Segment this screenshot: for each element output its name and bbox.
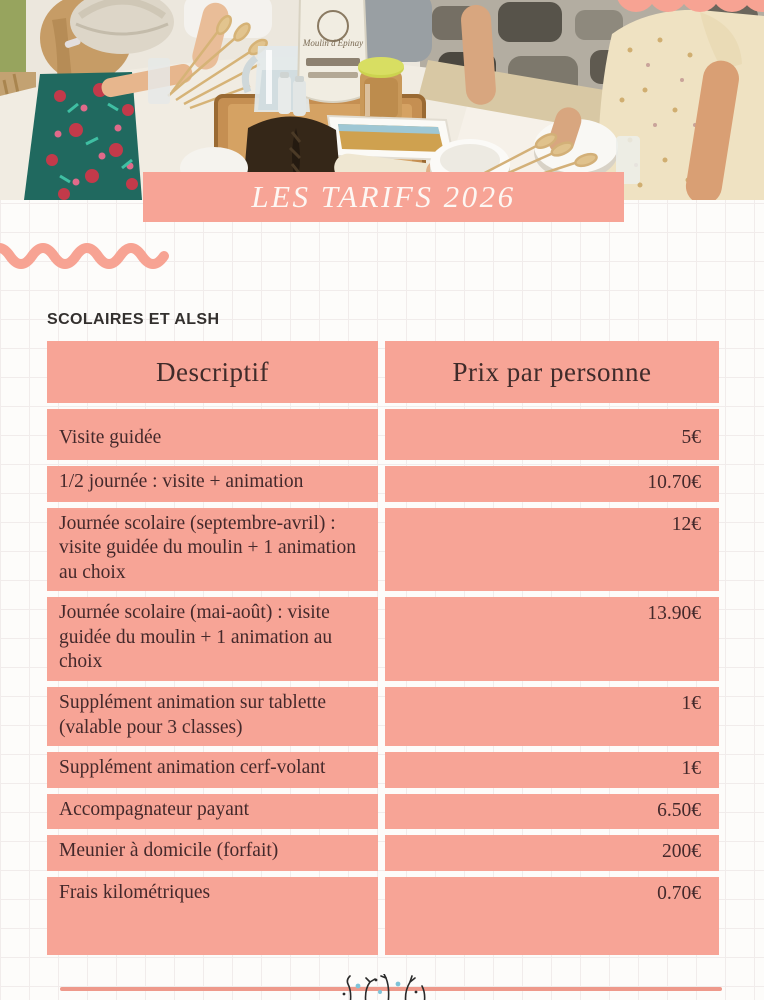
row-price: 0.70€	[385, 877, 719, 955]
hero-photo	[0, 0, 764, 200]
row-description: 1/2 journée : visite + animation	[47, 466, 378, 502]
table-row	[47, 835, 719, 871]
row-description: Frais kilométriques	[47, 877, 378, 955]
grain-jar	[358, 57, 404, 122]
table-row	[47, 409, 719, 460]
flour-bag	[298, 0, 368, 102]
row-price: 200€	[385, 835, 719, 871]
row-description: Supplément animation sur tablette (valable pour 3 classes)	[47, 687, 378, 746]
table-header-row	[47, 341, 719, 403]
row-price: 12€	[385, 508, 719, 592]
flour-bag-label: Moulin d'Epinay	[302, 38, 364, 48]
row-price: 13.90€	[385, 597, 719, 681]
wheat-doodle-icon	[336, 974, 436, 1000]
row-description: Accompagnateur payant	[47, 794, 378, 830]
row-description: Visite guidée	[47, 409, 378, 460]
table-row	[47, 687, 719, 746]
table-row	[47, 752, 719, 788]
row-price: 1€	[385, 752, 719, 788]
row-description: Supplément animation cerf-volant	[47, 752, 378, 788]
glass-left	[148, 58, 170, 104]
section-heading: SCOLAIRES ET ALSH	[47, 311, 220, 328]
table-row	[47, 877, 719, 955]
row-description: Journée scolaire (mai-août) : visite guidée du moulin + 1 animation au choix	[47, 597, 378, 681]
squiggle-decoration	[0, 228, 200, 278]
table-row	[47, 508, 719, 592]
row-description: Meunier à domicile (forfait)	[47, 835, 378, 871]
row-description: Journée scolaire (septembre-avril) : visite guidée du moulin + 1 animation au choix	[47, 508, 378, 592]
title-banner	[143, 172, 624, 222]
table-row	[47, 794, 719, 830]
row-price: 6.50€	[385, 794, 719, 830]
row-price: 5€	[385, 409, 719, 460]
table-body	[47, 409, 719, 955]
table-row	[47, 597, 719, 681]
table-row	[47, 466, 719, 502]
header-descriptif: Descriptif	[47, 341, 378, 403]
row-price: 1€	[385, 687, 719, 746]
page-title: LES TARIFS 2026	[251, 179, 516, 214]
row-price: 10.70€	[385, 466, 719, 502]
pricing-table	[47, 341, 719, 955]
header-prix: Prix par personne	[385, 341, 719, 403]
